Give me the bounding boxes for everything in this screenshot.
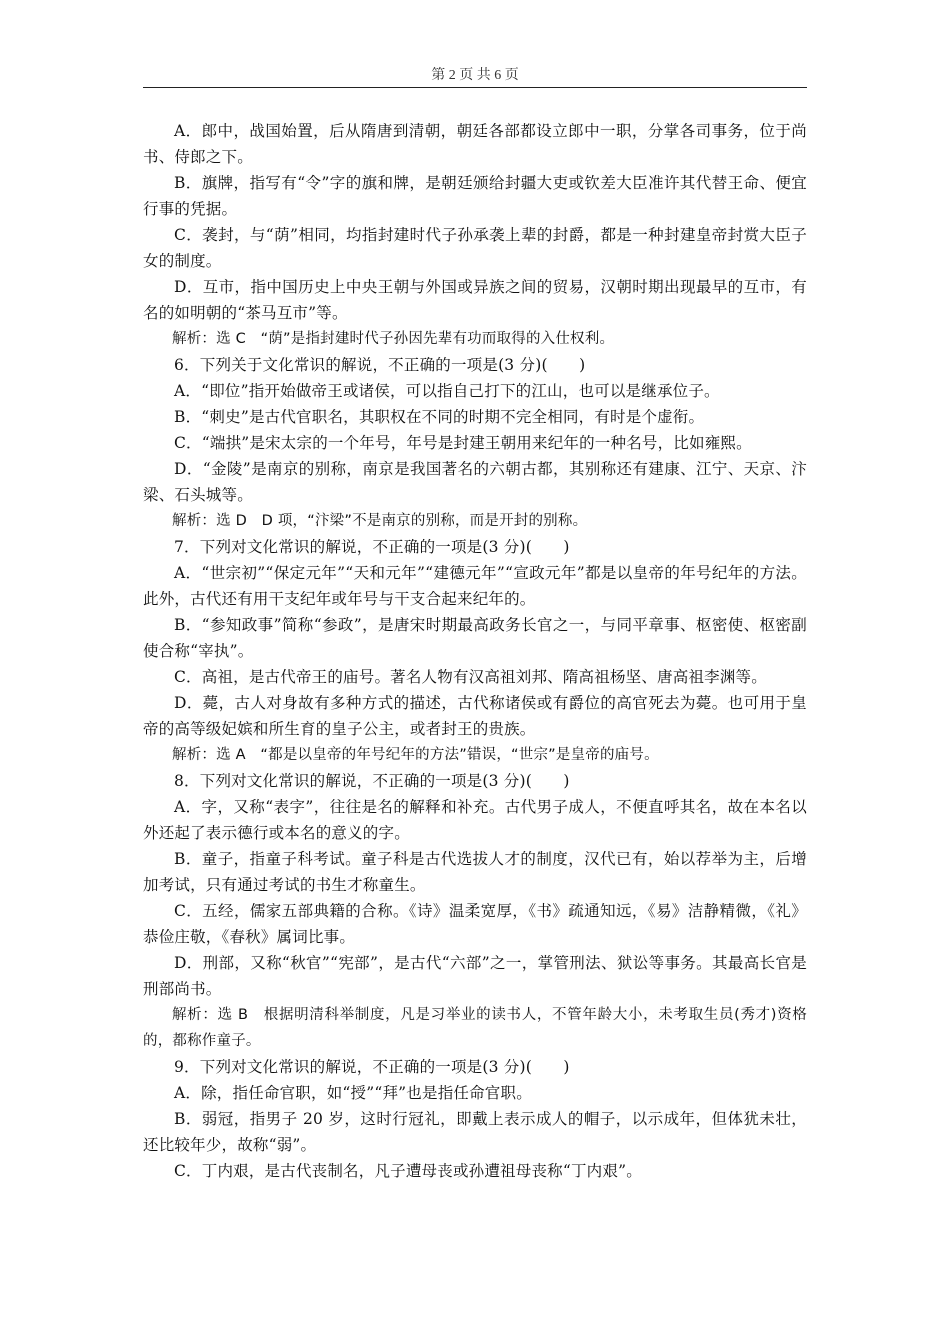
q6-option-c: C．“端拱”是宋太宗的一个年号，年号是封建王朝用来纪年的一种名号，比如雍熙。 (174, 434, 752, 452)
q8-option-b: B．童子，指童子科考试。童子科是古代选拔人才的制度，汉代已有，始以荐举为主，后增加考试，只有通过考试的书生才称童生。 (143, 850, 807, 894)
q6-analysis: 解析：选 D D 项，“汴梁”不是南京的别称，而是开封的别称。 (172, 513, 588, 529)
q7-option-d: D．薨，古人对身故有多种方式的描述，古代称诸侯或有爵位的高官死去为薨。也可用于皇帝的高等级妃嫔和所生育的皇子公主，或者封王的贵族。 (143, 694, 807, 738)
page-header: 第 2 页 共 6 页 (431, 68, 519, 83)
q5-analysis: 解析：选 C “荫”是指封建时代子孙因先辈有功而取得的入仕权利。 (172, 331, 615, 347)
q9-option-b: B．弱冠，指男子 20 岁，这时行冠礼，即戴上表示成人的帽子，以示成年，但体犹未壮，还比较年少，故称“弱”。 (143, 1110, 807, 1154)
q9-option-c: C．丁内艰，是古代丧制名，凡子遭母丧或孙遭祖母丧称“丁内艰”。 (174, 1162, 642, 1180)
q7-option-b: B．“参知政事”简称“参政”，是唐宋时期最高政务长官之一，与同平章事、枢密使、枢密副使合称“宰执”。 (143, 616, 807, 660)
q8-stem: 8．下列对文化常识的解说，不正确的一项是(3 分)( ) (174, 772, 570, 790)
q5-option-d: D．互市，指中国历史上中央王朝与外国或异族之间的贸易，汉朝时期出现最早的互市，有名的如明朝的“茶马互市”等。 (143, 278, 807, 322)
q5-option-c: C．袭封，与“荫”相同，均指封建时代子孙承袭上辈的封爵，都是一种封建皇帝封赏大臣子女的制度。 (143, 226, 807, 270)
document-body (143, 118, 807, 1184)
q7-option-a: A．“世宗初”“保定元年”“天和元年”“建德元年”“宣政元年”都是以皇帝的年号纪年的方法。此外，古代还有用干支纪年或年号与干支合起来纪年的。 (143, 564, 807, 608)
q6-option-d: D．“金陵”是南京的别称，南京是我国著名的六朝古都，其别称还有建康、江宁、天京、汴梁、石头城等。 (143, 460, 807, 504)
q8-option-d: D．刑部，又称“秋官”“宪部”，是古代“六部”之一，掌管刑法、狱讼等事务。其最高长官是刑部尚书。 (143, 954, 807, 998)
q6-option-a: A．“即位”指开始做帝王或诸侯，可以指自己打下的江山，也可以是继承位子。 (174, 382, 720, 400)
q8-option-a: A．字，又称“表字”，往往是名的解释和补充。古代男子成人，不便直呼其名，故在本名以外还起了表示德行或本名的意义的字。 (143, 798, 807, 842)
q8-analysis: 解析：选 B 根据明清科举制度，凡是习举业的读书人，不管年龄大小，未考取生员(秀才)资格的，都称作童子。 (143, 1007, 807, 1049)
q7-option-c: C．高祖，是古代帝王的庙号。著名人物有汉高祖刘邦、隋高祖杨坚、唐高祖李渊等。 (174, 668, 767, 686)
q5-option-b: B．旗牌，指写有“令”字的旗和牌，是朝廷颁给封疆大吏或钦差大臣准许其代替王命、便宜行事的凭据。 (143, 174, 807, 218)
q7-analysis: 解析：选 A “都是以皇帝的年号纪年的方法”错误，“世宗”是皇帝的庙号。 (172, 747, 659, 763)
q9-option-a: A．除，指任命官职，如“授”“拜”也是指任命官职。 (174, 1084, 532, 1102)
q6-stem: 6．下列关于文化常识的解说，不正确的一项是(3 分)( ) (174, 356, 586, 374)
q6-option-b: B．“刺史”是古代官职名，其职权在不同的时期不完全相同，有时是个虚衔。 (174, 408, 705, 426)
q7-stem: 7．下列对文化常识的解说，不正确的一项是(3 分)( ) (174, 538, 570, 556)
q5-option-a: A．郎中，战国始置，后从隋唐到清朝，朝廷各部都设立郎中一职，分掌各司事务，位于尚书、侍郎之下。 (143, 122, 807, 166)
q8-option-c: C．五经，儒家五部典籍的合称。《诗》温柔宽厚，《书》疏通知远，《易》洁静精微，《礼》恭俭庄敬，《春秋》属词比事。 (143, 902, 807, 946)
header-divider (143, 87, 807, 88)
q9-stem: 9．下列对文化常识的解说，不正确的一项是(3 分)( ) (174, 1058, 570, 1076)
